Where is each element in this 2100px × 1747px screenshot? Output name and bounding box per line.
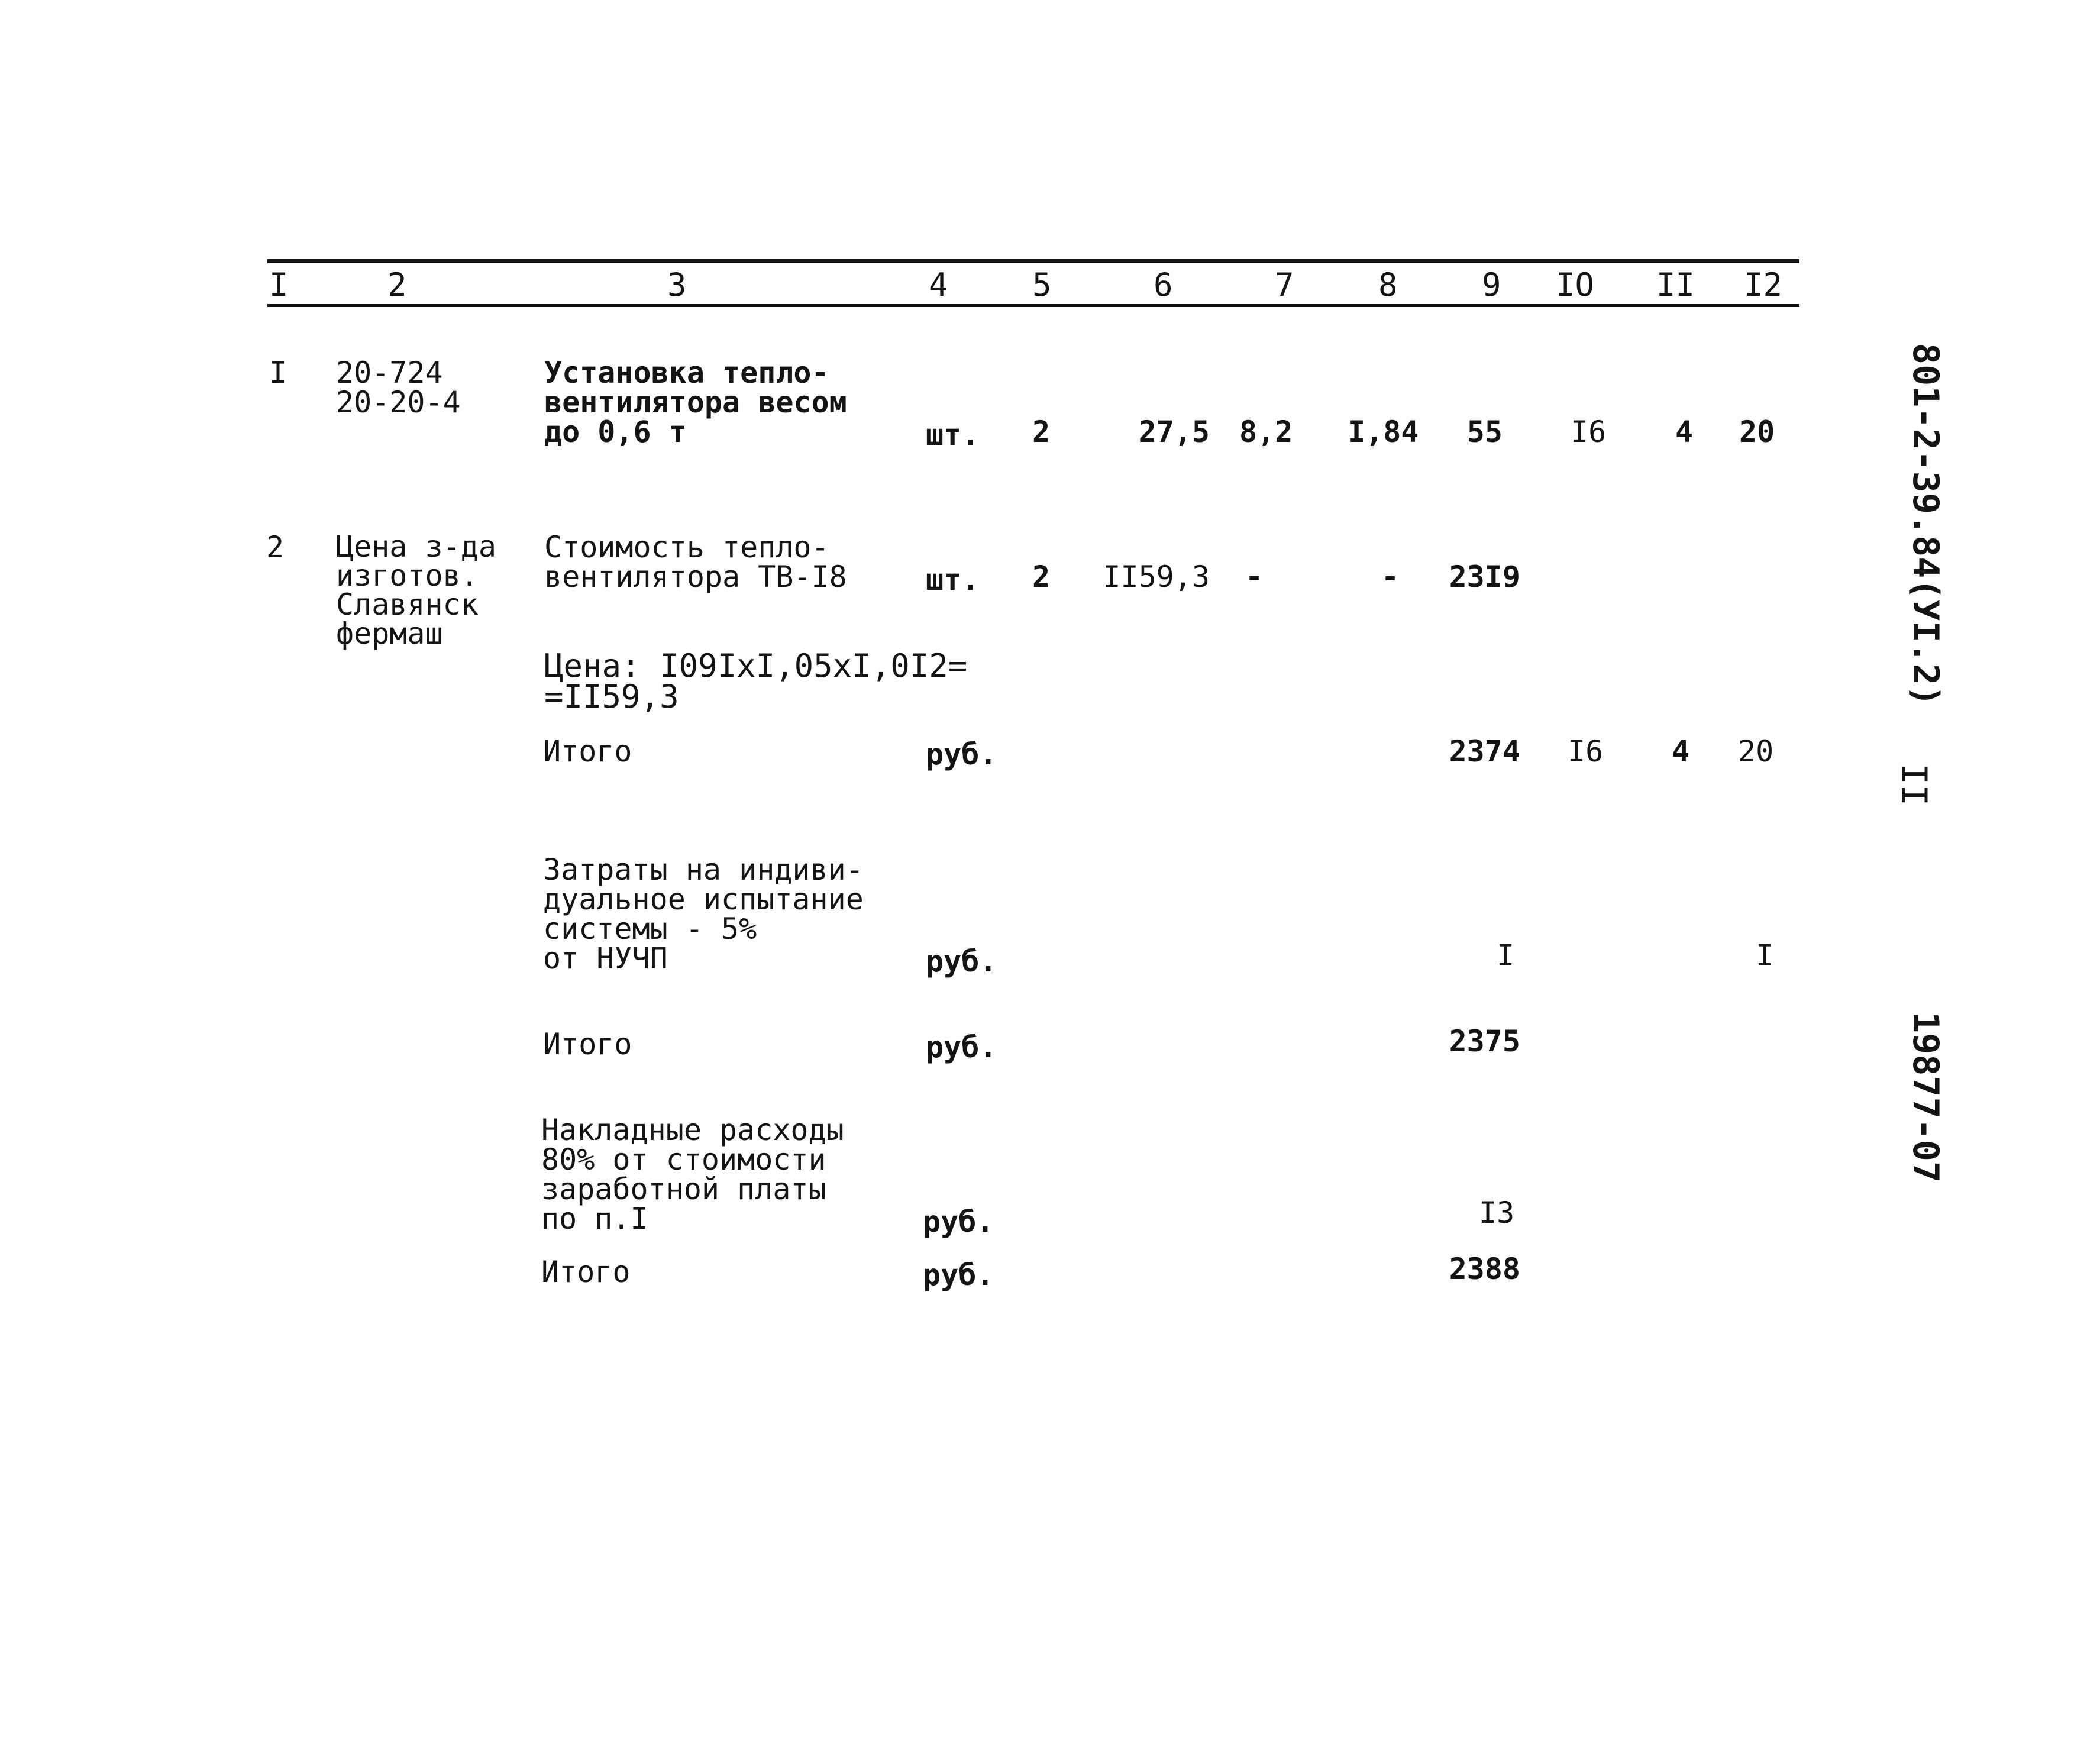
testing-col9: I: [1497, 938, 1515, 973]
row1-col8: I,84: [1348, 415, 1419, 449]
margin-archive-number: 19877-07: [1905, 1012, 1946, 1183]
row1-col7: 8,2: [1239, 415, 1293, 449]
total3-label: Итого: [541, 1255, 631, 1289]
row2-description: Стоимость тепло- вентилятора ТВ-I8: [544, 530, 847, 594]
col-header-4: 4: [929, 266, 948, 303]
total1-label: Итого: [543, 734, 632, 768]
overhead-unit: руб.: [923, 1205, 994, 1239]
total1-col12: 20: [1738, 734, 1774, 768]
col-header-12: I2: [1744, 266, 1783, 303]
row2-col9: 23I9: [1449, 560, 1520, 594]
header-bottom-rule: [267, 304, 1799, 307]
total3-unit: руб.: [923, 1258, 994, 1292]
row2-col7: -: [1245, 560, 1264, 594]
row2-unit: шт.: [926, 563, 980, 597]
total1-col10: I6: [1568, 734, 1604, 768]
row2-code: Цена з-да изготов. Славянск фермаш: [336, 529, 496, 651]
row2-number: 2: [266, 530, 285, 564]
row1-code: 20-724 20-20-4: [336, 356, 461, 419]
testing-col12: I: [1756, 938, 1774, 973]
col-header-2: 2: [387, 266, 407, 303]
total3-col9: 2388: [1449, 1252, 1520, 1286]
total2-col9: 2375: [1449, 1024, 1520, 1058]
row1-unit: шт.: [926, 418, 980, 452]
row1-number: I: [269, 356, 287, 390]
total1-col11: 4: [1672, 734, 1690, 768]
total2-label: Итого: [543, 1027, 632, 1061]
col-header-5: 5: [1032, 266, 1052, 303]
price-note: Цена: I09IxI,05xI,0I2= =II59,3: [544, 647, 968, 715]
testing-unit: руб.: [926, 944, 997, 979]
col-header-7: 7: [1275, 266, 1294, 303]
col-header-6: 6: [1154, 266, 1173, 303]
row2-col8: -: [1381, 560, 1400, 594]
total1-col9: 2374: [1449, 734, 1520, 768]
overhead-col9: I3: [1479, 1196, 1515, 1230]
row1-qty: 2: [1032, 415, 1051, 449]
total2-unit: руб.: [926, 1030, 997, 1064]
row1-col11: 4: [1675, 415, 1694, 449]
row1-col10: I6: [1571, 415, 1607, 449]
row1-col12: 20: [1739, 415, 1775, 449]
col-header-9: 9: [1482, 266, 1501, 303]
row2-qty: 2: [1032, 560, 1051, 594]
col-header-3: 3: [667, 266, 687, 303]
row1-col6: 27,5: [1138, 415, 1210, 449]
col-header-8: 8: [1378, 266, 1398, 303]
margin-doc-code: 801-2-39.84(УI.2): [1905, 343, 1946, 707]
col-header-1: I: [269, 266, 289, 303]
testing-label: Затраты на индиви- дуальное испытание системы - 5% от НУЧП: [543, 852, 864, 976]
row2-col6: II59,3: [1103, 560, 1210, 594]
header-top-rule: [267, 259, 1799, 263]
row1-col9: 55: [1466, 415, 1503, 449]
col-header-11: II: [1656, 266, 1695, 303]
total1-unit: руб.: [926, 737, 997, 771]
overhead-label: Накладные расходы 80% от стоимости заработной платы по п.I: [541, 1113, 844, 1236]
col-header-10: IO: [1556, 266, 1595, 303]
row1-description: Установка тепло- вентилятора весом до 0,6 т: [544, 356, 847, 449]
margin-page-number: II: [1893, 763, 1934, 806]
